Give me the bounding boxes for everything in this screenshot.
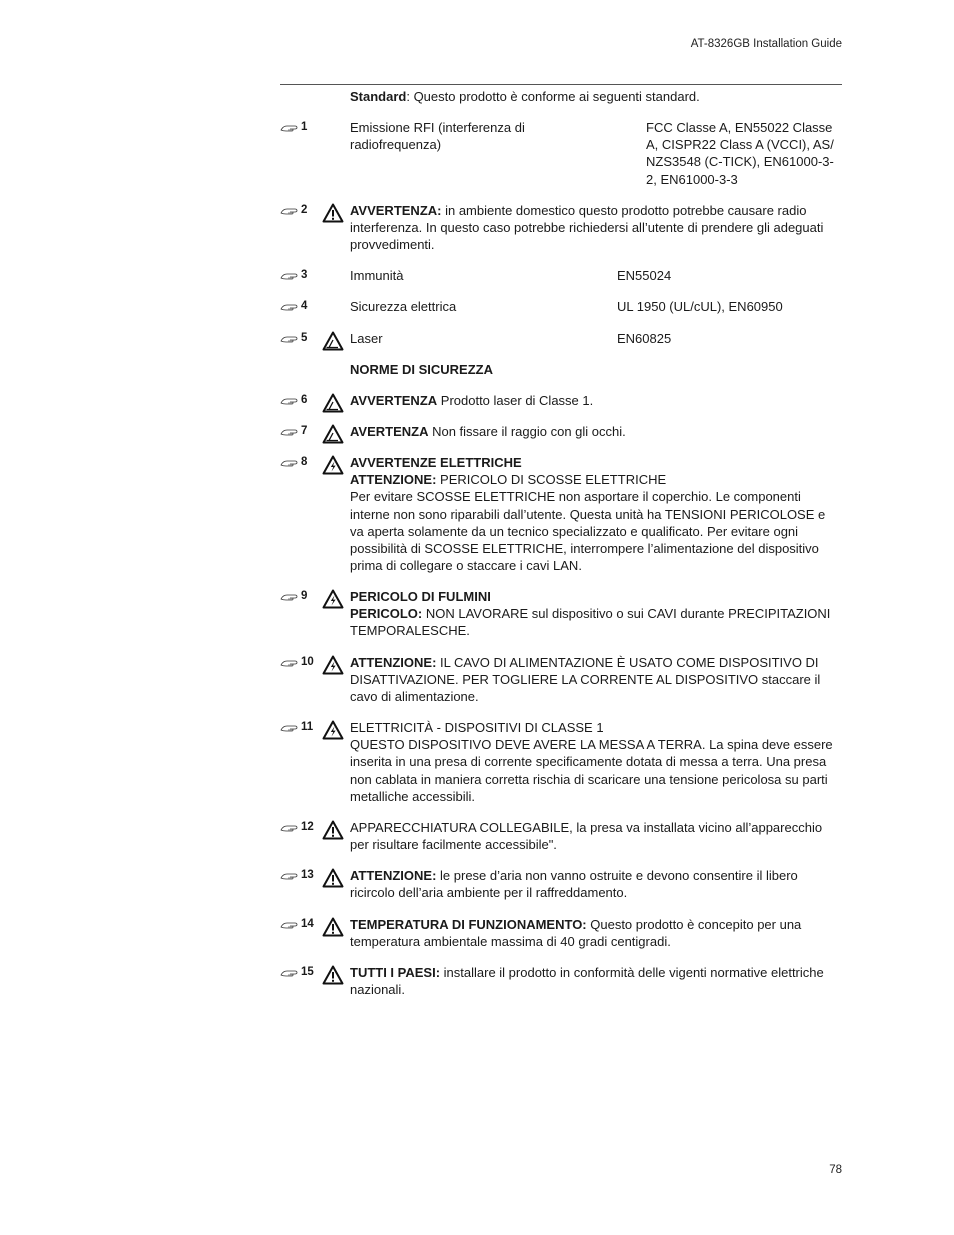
item-title: PERICOLO DI FULMINI (350, 589, 491, 604)
item-text: NON LAVORARE sul dispositivo o sui CAVI durante PRECIPITAZIONI TEMPORALESCHE. (350, 606, 831, 639)
item-label: Immunità (350, 268, 404, 283)
electric-shock-icon (322, 455, 344, 475)
electric-shock-icon (322, 655, 344, 675)
item-bold: AVERTENZA (350, 424, 429, 439)
pointing-hand-icon (280, 334, 298, 344)
pointing-hand-icon (280, 123, 298, 133)
item-number: 2 (301, 204, 308, 216)
item-text: Prodotto laser di Classe 1. (437, 393, 594, 408)
pointing-hand-icon (280, 206, 298, 216)
item-body: Per evitare SCOSSE ELETTRICHE non asportare il coperchio. Le componenti interne non sono riparabili dall’utente. Questa unità ha TENSIONI PERICOLOSE e va aperta solamente da un tecnico specializzato e qualificato. Per evitare ogni possibilità di SCOSSE ELETTRICHE, interrompere l’alimentazione del dispositivo prima di collegare o staccare i cavi LAN. (350, 489, 826, 574)
item-text: Questo prodotto è concepito per una temperatura ambientale massima di 40 gradi centigradi. (350, 917, 802, 950)
pointing-hand-icon (280, 592, 298, 602)
warning-icon (322, 203, 344, 223)
item-label: Emissione RFI (interferenza di radiofrequenza) (350, 120, 525, 153)
laser-warning-icon (322, 393, 344, 413)
warning-icon (322, 965, 344, 985)
item-number: 11 (301, 721, 314, 733)
item-number: 10 (301, 656, 314, 668)
item-number: 7 (301, 425, 308, 437)
pointing-hand-icon (280, 396, 298, 406)
pointing-hand-icon (280, 823, 298, 833)
item-number: 12 (301, 821, 314, 833)
item-text: Non fissare il raggio con gli occhi. (428, 424, 626, 439)
warning-icon (322, 917, 344, 937)
item-number: 9 (301, 590, 308, 602)
item-number: 1 (301, 121, 308, 133)
pointing-hand-icon (280, 271, 298, 281)
item-title: AVVERTENZE ELETTRICHE (350, 455, 522, 470)
intro-bold: Standard (350, 89, 407, 104)
item-value: FCC Classe A, EN55022 Classe A, CISPR22 Class A (VCCI), AS/ NZS3548 (C-TICK), EN61000-3-2, EN61000-3-3 (646, 120, 834, 187)
item-bold: ATTENZIONE: (350, 472, 437, 488)
safety-heading: NORME DI SICUREZZA (350, 362, 493, 377)
item-bold: PERICOLO: (350, 606, 423, 622)
item-number: 14 (301, 918, 314, 930)
page-number: 78 (829, 1164, 842, 1176)
laser-warning-icon (322, 331, 344, 351)
pointing-hand-icon (280, 427, 298, 437)
laser-warning-icon (322, 424, 344, 444)
item-bold: ATTENZIONE: (350, 655, 437, 670)
item-bold: AVVERTENZA (350, 393, 438, 408)
item-text: IL CAVO DI ALIMENTAZIONE È USATO COME DISPOSITIVO DI DISATTIVAZIONE. PER TOGLIERE LA CORRENTE AL DISPOSITIVO staccare il cavo di alimentazione. (350, 655, 821, 705)
item-bold: TEMPERATURA DI FUNZIONAMENTO: (350, 917, 587, 932)
pointing-hand-icon (280, 920, 298, 930)
pointing-hand-icon (280, 458, 298, 468)
item-number: 8 (301, 456, 308, 468)
pointing-hand-icon (280, 302, 298, 312)
item-bold: ATTENZIONE: (350, 868, 437, 883)
pointing-hand-icon (280, 968, 298, 978)
item-label: Laser (350, 331, 383, 346)
lightning-icon (322, 589, 344, 609)
item-number: 3 (301, 269, 308, 281)
item-number: 15 (301, 966, 314, 978)
intro-text: : Questo prodotto è conforme ai seguenti standard. (406, 89, 700, 104)
item-label: Sicurezza elettrica (350, 299, 457, 314)
warning-icon (322, 820, 344, 840)
item-text: le prese d’aria non vanno ostruite e devono consentire il libero ricircolo dell’aria ambiente per il raffreddamento. (350, 868, 798, 901)
electric-shock-icon (322, 720, 344, 740)
item-text: APPARECCHIATURA COLLEGABILE, la presa va installata vicino all’apparecchio per risultare facilmente accessibile". (350, 820, 823, 853)
pointing-hand-icon (280, 658, 298, 668)
item-value: UL 1950 (UL/cUL), EN60950 (617, 299, 783, 314)
item-text: installare il prodotto in conformità delle vigenti normative elettriche nazionali. (350, 965, 824, 998)
item-text: PERICOLO DI SCOSSE ELETTRICHE (436, 472, 667, 488)
item-number: 13 (301, 869, 314, 881)
running-header: AT-8326GB Installation Guide (690, 38, 842, 50)
warning-icon (322, 868, 344, 888)
item-body: QUESTO DISPOSITIVO DEVE AVERE LA MESSA A TERRA. La spina deve essere inserita in una presa di corrente specificamente dotata di messa a terra. Una presa non cablata in maniera corretta rischia di scaricare una tensione pericolosa su parti metalliche accessibili. (350, 737, 833, 804)
item-title: ELETTRICITÀ - DISPOSITIVI DI CLASSE 1 (350, 720, 604, 735)
item-text: in ambiente domestico questo prodotto potrebbe causare radio interferenza. In questo caso potrebbe richiedersi all’utente di prendere gli adeguati provvedimenti. (350, 203, 824, 253)
item-bold: AVVERTENZA: (350, 203, 442, 218)
pointing-hand-icon (280, 723, 298, 733)
item-number: 4 (301, 300, 308, 312)
item-value: EN55024 (617, 268, 672, 283)
item-number: 5 (301, 332, 308, 344)
item-value: EN60825 (617, 331, 672, 346)
item-bold: TUTTI I PAESI: (350, 965, 441, 980)
header-rule (280, 84, 842, 85)
item-number: 6 (301, 394, 308, 406)
pointing-hand-icon (280, 871, 298, 881)
